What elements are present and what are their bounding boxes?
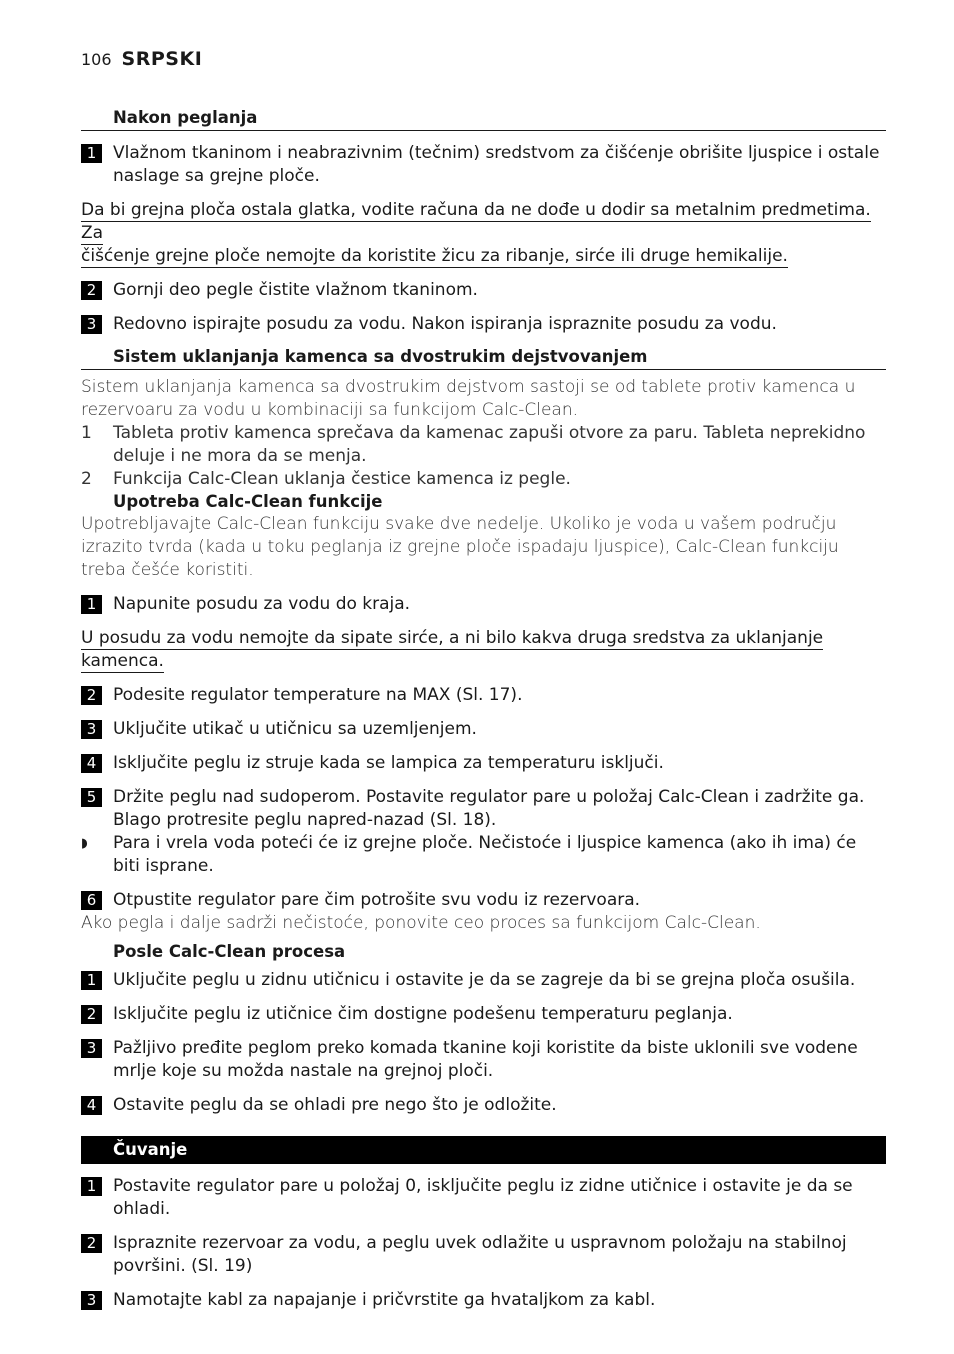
- heading-upotreba: Upotreba Calc-Clean funkcije: [113, 492, 383, 511]
- heading-cuvanje: Čuvanje: [81, 1136, 886, 1164]
- warning-line: čišćenje grejne ploče nemojte da koristite žicu za ribanje, sirće ili druge hemikalije.: [81, 246, 788, 266]
- step-number: 2: [81, 686, 102, 705]
- step-number: 1: [81, 144, 102, 163]
- warning-text: [81, 199, 886, 268]
- step-item: [81, 1003, 886, 1026]
- step-number: 5: [81, 788, 102, 807]
- language-label: SRPSKI: [121, 48, 203, 70]
- step-text: Ostavite peglu da se ohladi pre nego što je odložite.: [113, 1095, 557, 1115]
- step-text: Postavite regulator pare u položaj 0, isključite peglu iz zidne utičnice i ostavite je da se ohladi.: [113, 1176, 853, 1219]
- step-number: 2: [81, 1234, 102, 1253]
- step-text: Ispraznite rezervoar za vodu, a peglu uvek odlažite u uspravnom položaju na stabilnoj površini. (Sl. 19): [113, 1233, 847, 1276]
- step-text: Držite peglu nad sudoperom. Postavite regulator pare u položaj Calc-Clean i zadržite ga. Blago protresite peglu napred-nazad (Sl. 18).: [113, 787, 865, 830]
- step-number: 6: [81, 891, 102, 910]
- step-item: [81, 593, 886, 616]
- step-item: [81, 1094, 886, 1117]
- list-text: Tableta protiv kamenca sprečava da kamenac zapuši otvore za paru. Tableta neprekidno deluje i ne mora da se menja.: [113, 423, 866, 466]
- step-text: Uključite utikač u utičnicu sa uzemljenjem.: [113, 719, 477, 739]
- step-item: [81, 1289, 886, 1312]
- paragraph: Upotrebljavajte Calc-Clean funkciju svake dve nedelje. Ukoliko je voda u vašem području izrazito tvrda (kada u toku peglanja iz grejne ploče ispadaju ljuspice), Calc-Clean funkciju treba češće koristiti.: [81, 514, 839, 580]
- list-number: 2: [81, 469, 92, 489]
- list-number: 1: [81, 423, 92, 443]
- page-number: 106: [81, 50, 112, 69]
- warning-line: U posudu za vodu nemojte da sipate sirće, a ni bilo kakva druga sredstva za uklanjanje kamenca.: [81, 628, 824, 671]
- step-number: 3: [81, 1291, 102, 1310]
- page-header: [81, 48, 202, 70]
- list-item: [81, 422, 886, 468]
- step-item: [81, 1037, 886, 1083]
- result-bullet: [81, 832, 886, 878]
- step-number: 1: [81, 595, 102, 614]
- step-number: 3: [81, 1039, 102, 1058]
- note-text: Ako pegla i dalje sadrži nečistoće, ponovite ceo proces sa funkcijom Calc-Clean.: [81, 913, 761, 933]
- step-item: [81, 684, 886, 707]
- document-body: [81, 108, 886, 1312]
- step-item: [81, 142, 886, 188]
- step-item: [81, 752, 886, 775]
- step-text: Uključite peglu u zidnu utičnicu i ostavite je da se zagreje da bi se grejna ploča osušila.: [113, 970, 856, 990]
- warning-text: [81, 627, 886, 673]
- step-item: [81, 718, 886, 741]
- step-item: [81, 969, 886, 992]
- step-number: 1: [81, 971, 102, 990]
- step-text: Gornji deo pegle čistite vlažnom tkaninom.: [113, 280, 478, 300]
- heading-nakon-peglanja: Nakon peglanja: [81, 108, 886, 131]
- step-text: Podesite regulator temperature na MAX (Sl. 17).: [113, 685, 523, 705]
- heading-sistem-uklanjanja: Sistem uklanjanja kamenca sa dvostrukim dejstvovanjem: [81, 347, 886, 370]
- step-item: [81, 279, 886, 302]
- step-text: Isključite peglu iz utičnice čim dostigne podešenu temperaturu peglanja.: [113, 1004, 733, 1024]
- step-text: Isključite peglu iz struje kada se lampica za temperaturu isključi.: [113, 753, 664, 773]
- step-text: Namotajte kabl za napajanje i pričvrstite ga hvataljkom za kabl.: [113, 1290, 656, 1310]
- step-item: [81, 313, 886, 336]
- step-text: Otpustite regulator pare čim potrošite svu vodu iz rezervoara.: [113, 890, 641, 910]
- step-number: 2: [81, 281, 102, 300]
- step-number: 2: [81, 1005, 102, 1024]
- step-item: [81, 786, 886, 832]
- step-number: 4: [81, 1096, 102, 1115]
- step-item: [81, 1175, 886, 1221]
- bullet-icon: ◗: [81, 836, 88, 851]
- step-number: 3: [81, 720, 102, 739]
- warning-line: Da bi grejna ploča ostala glatka, vodite računa da ne dođe u dodir sa metalnim predmetima. Za: [81, 200, 871, 243]
- step-number: 1: [81, 1177, 102, 1196]
- list-item: [81, 468, 886, 491]
- step-text: Napunite posudu za vodu do kraja.: [113, 594, 411, 614]
- step-text: Vlažnom tkaninom i neabrazivnim (tečnim) sredstvom za čišćenje obrišite ljuspice i ostale naslage sa grejne ploče.: [113, 143, 880, 186]
- step-number: 3: [81, 315, 102, 334]
- step-text: Pažljivo pređite peglom preko komada tkanine koji koristite da biste uklonili sve vodene mrlje koje su možda nastale na grejnoj ploči.: [113, 1038, 858, 1081]
- step-item: [81, 889, 886, 912]
- heading-posle-calc-clean: Posle Calc-Clean procesa: [113, 942, 346, 961]
- paragraph: Sistem uklanjanja kamenca sa dvostrukim dejstvom sastoji se od tablete protiv kamenca u rezervoaru za vodu u kombinaciji sa funkcijom Calc-Clean.: [81, 377, 856, 420]
- step-item: [81, 1232, 886, 1278]
- list-text: Funkcija Calc-Clean uklanja čestice kamenca iz pegle.: [113, 469, 571, 489]
- step-number: 4: [81, 754, 102, 773]
- step-text: Redovno ispirajte posudu za vodu. Nakon ispiranja ispraznite posudu za vodu.: [113, 314, 777, 334]
- bullet-text: Para i vrela voda poteći će iz grejne ploče. Nečistoće i ljuspice kamenca (ako ih ima) će biti isprane.: [113, 833, 857, 876]
